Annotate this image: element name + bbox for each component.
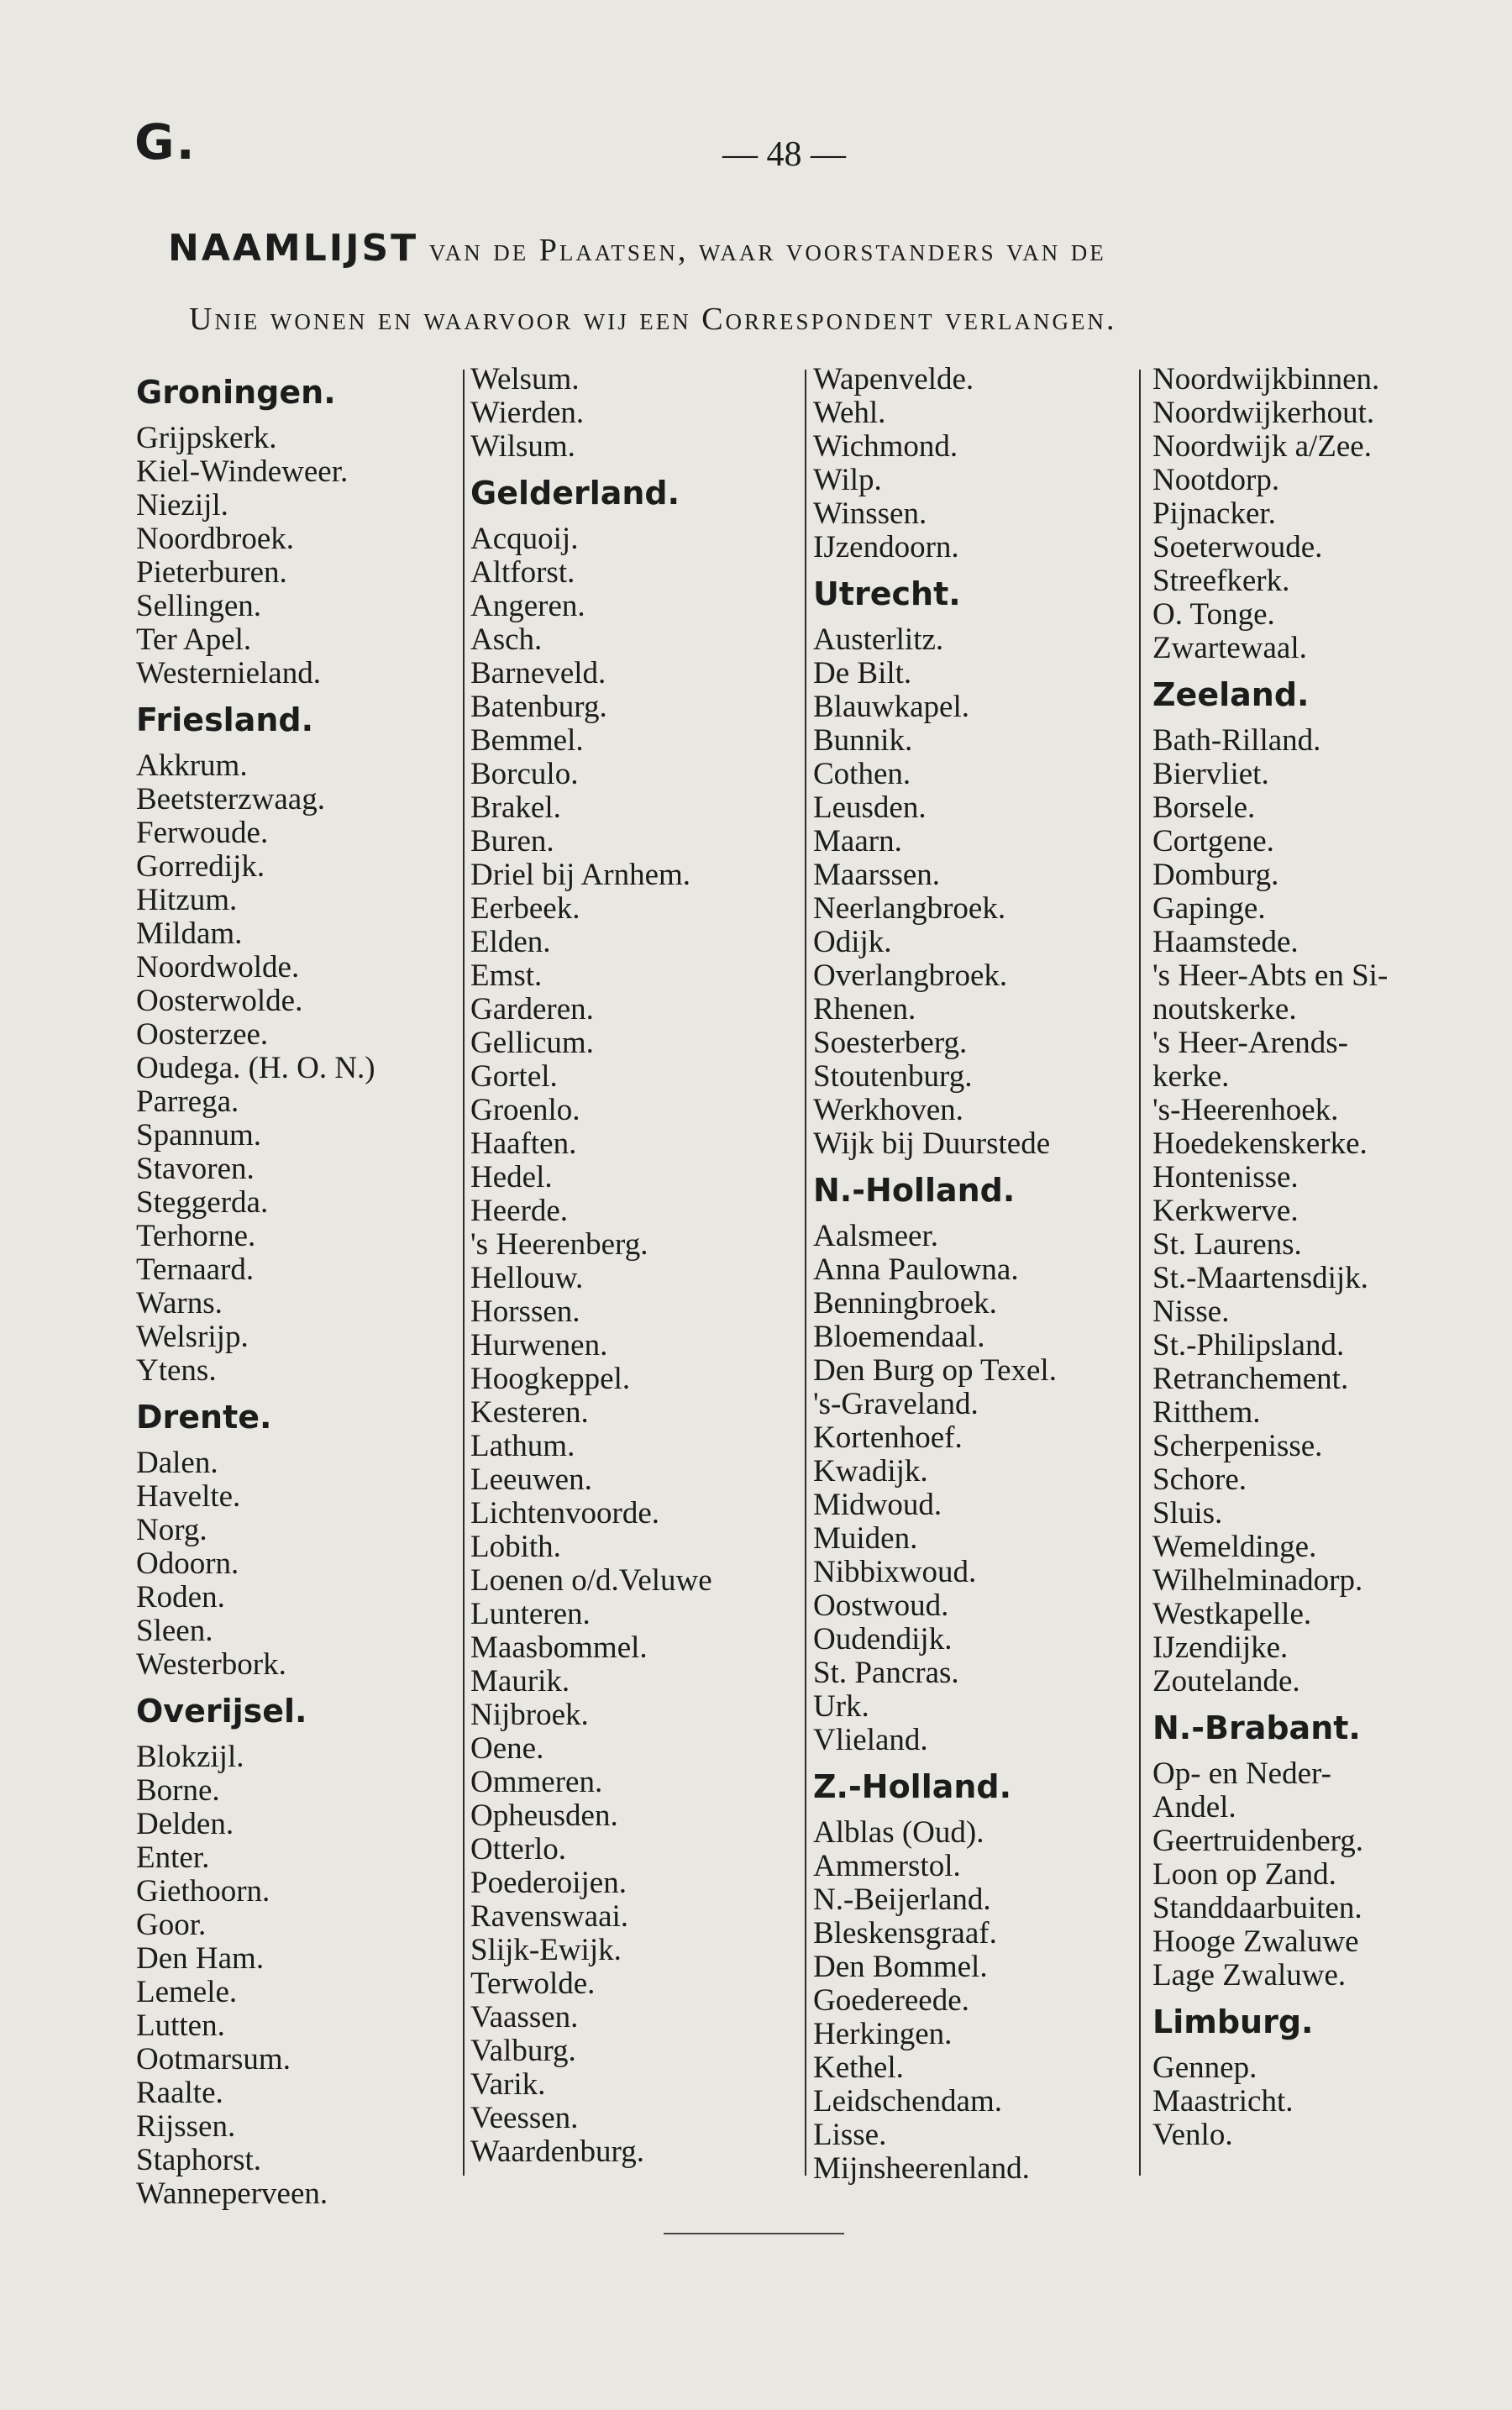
place-entry: Venlo. [1152, 2118, 1233, 2152]
place-entry: Emst. [470, 958, 543, 993]
province-heading: Limburg. [1152, 2003, 1314, 2040]
place-entry: Den Bommel. [813, 1950, 988, 1984]
place-entry: Streefkerk. [1152, 564, 1290, 598]
place-entry: Wierden. [470, 396, 585, 430]
place-entry: Wapenvelde. [813, 362, 974, 396]
place-entry: Bemmel. [470, 723, 584, 758]
place-entry: Hellouw. [470, 1261, 584, 1295]
place-entry: Haaften. [470, 1126, 577, 1161]
place-entry: Maasbommel. [470, 1630, 648, 1665]
place-entry: Nisse. [1152, 1294, 1230, 1329]
place-entry: Ter Apel. [136, 622, 252, 657]
place-entry: Noordbroek. [136, 522, 295, 556]
place-entry: Maarn. [813, 824, 902, 858]
place-entry: Standdaarbuiten. [1152, 1891, 1362, 1925]
bottom-rule [664, 2233, 844, 2234]
place-entry: Benningbroek. [813, 1286, 997, 1321]
place-entry: Blauwkapel. [813, 690, 969, 724]
province-heading: Zeeland. [1152, 676, 1310, 713]
column-3 [813, 363, 1132, 2186]
place-entry: Oudendijk. [813, 1622, 953, 1657]
place-entry: Lunteren. [470, 1597, 591, 1631]
place-entry: Lemele. [136, 1975, 238, 2009]
place-entry: Op- en Neder- [1152, 1756, 1331, 1791]
place-entry: Havelte. [136, 1479, 241, 1514]
place-entry: Kortenhoef. [813, 1420, 963, 1455]
place-entry: Nijbroek. [470, 1698, 589, 1732]
place-entry: Barneveld. [470, 656, 606, 690]
place-entry: Leidschendam. [813, 2084, 1002, 2119]
place-entry: N.-Beijerland. [813, 1882, 991, 1917]
place-entry: Hoedekenskerke. [1152, 1126, 1368, 1161]
column-2 [470, 363, 790, 2169]
place-entry: Retranchement. [1152, 1362, 1349, 1396]
province-heading: Drente. [136, 1399, 272, 1436]
place-entry: Terwolde. [470, 1966, 596, 2001]
place-entry: Pijnacker. [1152, 496, 1276, 531]
place-entry: 's Heer-Arends- [1152, 1026, 1348, 1060]
place-entry: Opheusden. [470, 1798, 618, 1833]
title-lead: NAAMLIJST [168, 227, 419, 270]
place-entry: Terhorne. [136, 1219, 256, 1253]
place-entry: Soesterberg. [813, 1026, 968, 1060]
place-entry: Westernieland. [136, 656, 321, 690]
place-entry: Veessen. [470, 2101, 579, 2135]
place-entry: Urk. [813, 1689, 869, 1724]
place-entry: Den Ham. [136, 1941, 265, 1976]
place-entry: Lichtenvoorde. [470, 1496, 659, 1531]
place-entry: Horssen. [470, 1294, 580, 1329]
place-entry: Hitzum. [136, 883, 238, 917]
place-entry: Ferwoude. [136, 816, 269, 850]
place-entry: Wilhelminadorp. [1152, 1563, 1363, 1598]
place-entry: Pieterburen. [136, 555, 287, 590]
place-entry: Andel. [1152, 1790, 1236, 1825]
place-entry: Maarssen. [813, 858, 941, 892]
title-line-1 [168, 227, 1445, 270]
place-entry: Bloemendaal. [813, 1320, 985, 1354]
title-line-2: Unie wonen en waarvoor wij een Correspondent verlangen. [189, 302, 1117, 337]
place-entry: Waardenburg. [470, 2134, 644, 2169]
place-entry: St.-Philipsland. [1152, 1328, 1345, 1363]
place-entry: Sellingen. [136, 589, 262, 623]
place-entry: Elden. [470, 925, 551, 959]
place-entry: Welsum. [470, 362, 580, 396]
place-entry: Mildam. [136, 916, 243, 951]
place-entry: Scherpenisse. [1152, 1429, 1323, 1463]
place-entry: Ternaard. [136, 1252, 255, 1287]
place-entry: Asch. [470, 622, 543, 657]
place-entry: Stoutenburg. [813, 1059, 973, 1094]
place-entry: Slijk-Ewijk. [470, 1933, 622, 1967]
place-entry: Cortgene. [1152, 824, 1274, 858]
place-entry: Sleen. [136, 1614, 213, 1648]
place-entry: Poederoijen. [470, 1866, 627, 1900]
place-entry: Cothen. [813, 757, 911, 791]
place-entry: Maastricht. [1152, 2084, 1294, 2119]
province-heading: Friesland. [136, 701, 314, 738]
place-entry: Wanneperveen. [136, 2176, 328, 2211]
column-divider [805, 370, 806, 2176]
place-entry: Vlieland. [813, 1723, 928, 1757]
place-entry: Kiel-Windeweer. [136, 454, 349, 489]
place-entry: Ravenswaai. [470, 1899, 629, 1934]
place-entry: Delden. [136, 1807, 234, 1841]
place-entry: St. Pancras. [813, 1656, 959, 1690]
place-entry: Oene. [470, 1731, 544, 1766]
place-entry: Borsele. [1152, 790, 1256, 825]
place-entry: 's-Heerenhoek. [1152, 1093, 1339, 1127]
place-entry: Neerlangbroek. [813, 891, 1006, 926]
place-entry: Zoutelande. [1152, 1664, 1300, 1699]
place-entry: Nootdorp. [1152, 463, 1280, 497]
place-entry: Hooge Zwaluwe [1152, 1924, 1359, 1959]
place-entry: Oudega. (H. O. N.) [136, 1051, 375, 1085]
place-entry: Ammerstol. [813, 1849, 961, 1883]
place-entry: Noordwijkerhout. [1152, 396, 1375, 430]
page-number: — 48 — [722, 135, 846, 174]
place-entry: Parrega. [136, 1084, 239, 1119]
place-entry: Lobith. [470, 1530, 561, 1564]
place-entry: Kerkwerve. [1152, 1194, 1299, 1228]
place-entry: Wemeldinge. [1152, 1530, 1317, 1564]
place-entry: Schore. [1152, 1462, 1247, 1497]
place-entry: Otterlo. [470, 1832, 567, 1867]
place-entry: Ytens. [136, 1353, 217, 1388]
place-entry: Lisse. [813, 2118, 887, 2152]
place-entry: Goedereede. [813, 1983, 969, 2018]
place-entry: Winssen. [813, 496, 927, 531]
place-entry: 's-Graveland. [813, 1387, 979, 1421]
place-entry: Werkhoven. [813, 1093, 963, 1127]
place-entry: Gellicum. [470, 1026, 594, 1060]
place-entry: Warns. [136, 1286, 223, 1321]
place-entry: Aalsmeer. [813, 1219, 938, 1253]
place-entry: Gapinge. [1152, 891, 1266, 926]
place-entry: Bath-Rilland. [1152, 723, 1321, 758]
place-entry: Spannum. [136, 1118, 262, 1152]
place-entry: Noordwolde. [136, 950, 300, 984]
place-entry: noutskerke. [1152, 992, 1297, 1026]
place-entry: Rhenen. [813, 992, 916, 1026]
place-entry: Oostwoud. [813, 1588, 949, 1623]
signature-mark: G. [134, 113, 197, 171]
place-entry: Grijpskerk. [136, 421, 277, 455]
place-entry: Gennep. [1152, 2050, 1257, 2085]
place-entry: Wilsum. [470, 429, 575, 464]
place-entry: Vaassen. [470, 2000, 579, 2035]
place-entry: Domburg. [1152, 858, 1279, 892]
place-entry: Acquoij. [470, 522, 579, 556]
place-entry: Batenburg. [470, 690, 607, 724]
place-entry: Goor. [136, 1908, 207, 1942]
place-entry: Steggerda. [136, 1185, 269, 1220]
place-entry: Raalte. [136, 2076, 223, 2110]
place-entry: Alblas (Oud). [813, 1815, 984, 1850]
place-entry: Hoogkeppel. [470, 1362, 631, 1396]
place-entry: Noordwijk a/Zee. [1152, 429, 1372, 464]
place-entry: Gortel. [470, 1059, 558, 1094]
place-entry: Akkrum. [136, 748, 248, 783]
place-entry: 's Heerenberg. [470, 1227, 648, 1262]
column-divider [463, 370, 465, 2176]
place-entry: Hurwenen. [470, 1328, 608, 1363]
place-entry: Driel bij Arnhem. [470, 858, 691, 892]
place-entry: Altforst. [470, 555, 575, 590]
province-heading: Gelderland. [470, 475, 680, 512]
place-entry: Westkapelle. [1152, 1597, 1312, 1631]
place-entry: St. Laurens. [1152, 1227, 1302, 1262]
place-entry: Wehl. [813, 396, 886, 430]
place-entry: Hontenisse. [1152, 1160, 1299, 1194]
place-entry: Soeterwoude. [1152, 530, 1323, 564]
place-entry: Oosterwolde. [136, 984, 303, 1018]
place-entry: Ootmarsum. [136, 2042, 291, 2077]
place-entry: Bleskensgraaf. [813, 1916, 997, 1951]
place-entry: Wijk bij Duurstede [813, 1126, 1051, 1161]
place-entry: Garderen. [470, 992, 594, 1026]
place-entry: Valburg. [470, 2034, 576, 2068]
place-entry: Ommeren. [470, 1765, 603, 1799]
column-divider [1139, 370, 1141, 2176]
place-entry: Varik. [470, 2067, 546, 2102]
place-entry: Dalen. [136, 1446, 218, 1480]
place-entry: Heerde. [470, 1194, 569, 1228]
place-entry: Buren. [470, 824, 554, 858]
place-entry: Kethel. [813, 2050, 904, 2085]
place-entry: Anna Paulowna. [813, 1252, 1019, 1287]
place-entry: Loon op Zand. [1152, 1857, 1336, 1892]
place-entry: Borne. [136, 1773, 220, 1808]
place-entry: Westerbork. [136, 1647, 286, 1682]
place-entry: Bunnik. [813, 723, 913, 758]
place-entry: O. Tonge. [1152, 597, 1275, 632]
place-entry: Roden. [136, 1580, 225, 1615]
place-entry: Leusden. [813, 790, 927, 825]
place-entry: Borculo. [470, 757, 579, 791]
place-entry: Zwartewaal. [1152, 631, 1307, 665]
place-entry: Kesteren. [470, 1395, 589, 1430]
place-entry: Groenlo. [470, 1093, 580, 1127]
place-entry: kerke. [1152, 1059, 1230, 1094]
place-entry: Biervliet. [1152, 757, 1269, 791]
place-entry: Muiden. [813, 1521, 918, 1556]
place-entry: Overlangbroek. [813, 958, 1008, 993]
place-entry: St.-Maartensdijk. [1152, 1261, 1368, 1295]
place-entry: Stavoren. [136, 1152, 255, 1186]
place-entry: Odijk. [813, 925, 892, 959]
place-entry: Ritthem. [1152, 1395, 1261, 1430]
place-entry: Den Burg op Texel. [813, 1353, 1057, 1388]
province-heading: N.-Holland. [813, 1172, 1016, 1209]
place-entry: Loenen o/d.Veluwe [470, 1563, 712, 1598]
place-entry: Lage Zwaluwe. [1152, 1958, 1347, 1993]
place-entry: Wichmond. [813, 429, 958, 464]
place-entry: Gorredijk. [136, 849, 265, 884]
place-entry: Staphorst. [136, 2143, 262, 2177]
place-entry: Maurik. [470, 1664, 570, 1699]
place-entry: Nibbixwoud. [813, 1555, 977, 1589]
place-entry: Haamstede. [1152, 925, 1299, 959]
province-heading: Z.-Holland. [813, 1768, 1012, 1805]
place-entry: Leeuwen. [470, 1462, 592, 1497]
place-entry: Herkingen. [813, 2017, 953, 2051]
province-heading: Overijsel. [136, 1693, 307, 1730]
province-heading: Groningen. [136, 374, 336, 411]
place-entry: Norg. [136, 1513, 207, 1547]
place-entry: Lathum. [470, 1429, 575, 1463]
place-entry: Welsrijp. [136, 1320, 249, 1354]
place-entry: Giethoorn. [136, 1874, 270, 1909]
place-entry: Lutten. [136, 2008, 225, 2043]
place-entry: Noordwijkbinnen. [1152, 362, 1380, 396]
place-entry: Geertruidenberg. [1152, 1824, 1364, 1858]
province-heading: N.-Brabant. [1152, 1709, 1361, 1746]
place-entry: Eerbeek. [470, 891, 580, 926]
place-entry: IJzendoorn. [813, 530, 959, 564]
place-entry: Brakel. [470, 790, 561, 825]
place-entry: Sluis. [1152, 1496, 1223, 1531]
place-entry: Austerlitz. [813, 622, 944, 657]
place-entry: De Bilt. [813, 656, 912, 690]
place-entry: Kwadijk. [813, 1454, 928, 1489]
province-heading: Utrecht. [813, 575, 961, 612]
place-entry: Niezijl. [136, 488, 228, 522]
place-entry: Oosterzee. [136, 1017, 269, 1052]
place-entry: Angeren. [470, 589, 585, 623]
place-entry: Odoorn. [136, 1546, 239, 1581]
place-entry: Beetsterzwaag. [136, 782, 325, 816]
column-1 [136, 363, 455, 2211]
place-entry: 's Heer-Abts en Si- [1152, 958, 1389, 993]
place-entry: Mijnsheerenland. [813, 2151, 1030, 2186]
place-entry: IJzendijke. [1152, 1630, 1289, 1665]
title-line-1-rest: van de Plaatsen, waar voorstanders van de [428, 233, 1106, 268]
place-entry: Enter. [136, 1840, 210, 1875]
column-4 [1152, 363, 1480, 2152]
place-entry: Rijssen. [136, 2109, 236, 2144]
place-entry: Blokzijl. [136, 1740, 244, 1774]
place-entry: Wilp. [813, 463, 882, 497]
place-entry: Midwoud. [813, 1488, 942, 1522]
place-entry: Hedel. [470, 1160, 553, 1194]
